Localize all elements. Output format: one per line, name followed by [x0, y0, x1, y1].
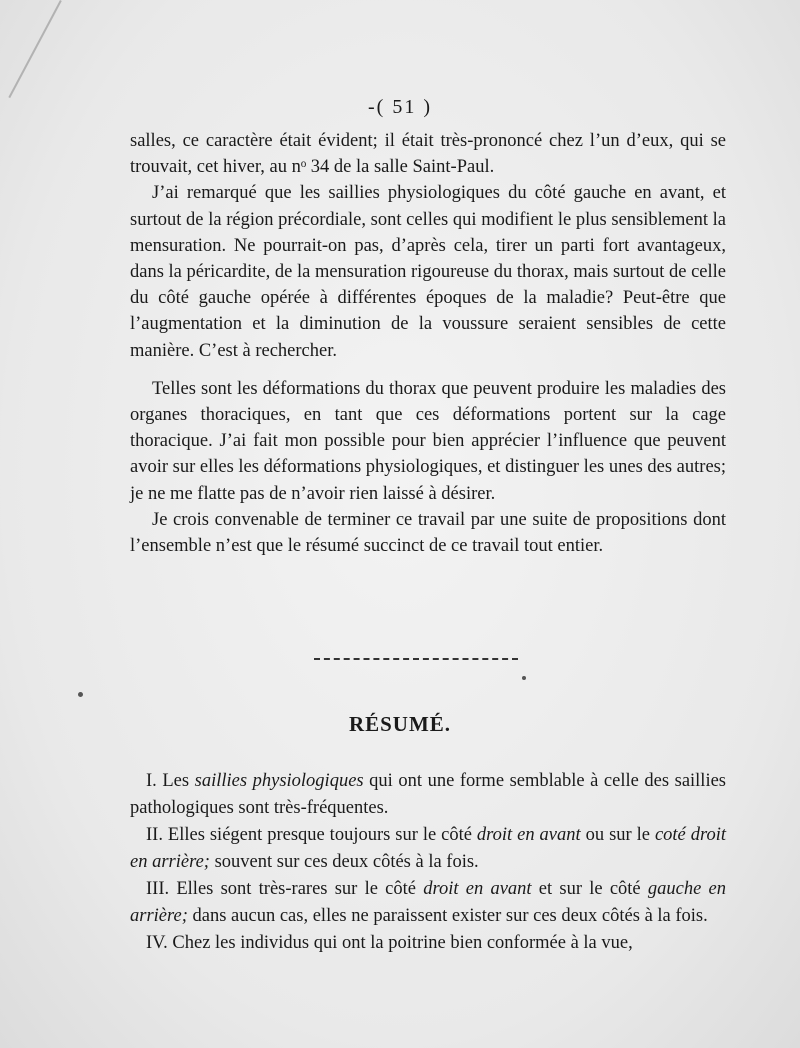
resume-text: qui ont une forme semblable à celle des saillies pathologiques sont très-fréquentes.	[130, 771, 726, 818]
paragraph-deformations: Telles sont les déformations du thorax que peuvent produire les maladies des organes thoraciques, en tant que ces déformations portent sur la cage thoracique. J’ai fait mon possible pour bien apprécier l’influence que peuvent avoir sur elles les déformations physiologiques, et distinguer les unes des autres; je ne me flatte pas de n’avoir rien laissé à désirer.	[130, 378, 726, 504]
italic-term: gauche en arrière;	[130, 879, 727, 926]
resume-text: ou sur le	[580, 825, 655, 845]
resume-text: Elles sont très-rares sur le côté	[176, 879, 424, 899]
resume-text: et sur le côté	[531, 879, 648, 899]
resume-item-number: I.	[146, 771, 163, 791]
resume-item	[130, 876, 726, 930]
resume-item	[130, 768, 726, 822]
italic-term: saillies physiologiques	[194, 771, 364, 791]
resume-text: Elles siégent presque toujours sur le côté	[167, 825, 477, 845]
ink-spot	[522, 676, 526, 680]
section-divider	[314, 658, 518, 660]
section-heading: RÉSUMÉ.	[348, 712, 452, 736]
resume-text: dans aucun cas, elles ne paraissent exister sur ces deux côtés à la fois.	[187, 906, 708, 926]
paper-crease	[8, 0, 61, 98]
italic-term: droit en avant	[423, 879, 532, 899]
resume-item-number: III.	[146, 879, 177, 899]
italic-term: coté droit en arrière;	[130, 825, 726, 872]
italic-term: droit en avant	[476, 825, 581, 845]
resume-text: souvent sur ces deux côtés à la fois.	[209, 852, 479, 872]
resume-text: Chez les individus qui ont la poitrine bien conformée à la vue,	[172, 933, 633, 953]
resume-item-number: II.	[146, 825, 168, 845]
resume-item	[130, 822, 726, 876]
paragraph-mensuration: J’ai remarqué que les saillies physiologiques du côté gauche en avant, et surtout de la région précordiale, sont celles qui modifient le plus sensiblement la mensuration. Ne pourrait-on pas, d’après cela, tirer un parti fort avantageux, dans la péricardite, de la mensuration rigoureuse du thorax, mais surtout de celle du côté gauche opérée à différentes époques de la maladie? Peut-être que l’augmentation et la diminution de la voussure seraient sensibles de cette manière. C’est à rechercher.	[130, 183, 726, 361]
resume-item	[130, 930, 726, 957]
resume-item-number: IV.	[146, 933, 173, 953]
resume-text: Les	[162, 771, 195, 791]
paragraph-continuation: salles, ce caractère était évident; il était très-prononcé chez l’un d’eux, qui se trouvait, cet hiver, au nᵒ 34 de la salle Saint-Paul.	[130, 131, 726, 178]
ink-spot	[78, 692, 83, 697]
page-number: -( 51 )	[368, 96, 432, 118]
resume-list	[130, 768, 726, 957]
paragraph-conclusion: Je crois convenable de terminer ce travail par une suite de propositions dont l’ensemble n’est que le résumé succinct de ce travail tout entier.	[130, 509, 726, 557]
body-text	[130, 128, 726, 559]
